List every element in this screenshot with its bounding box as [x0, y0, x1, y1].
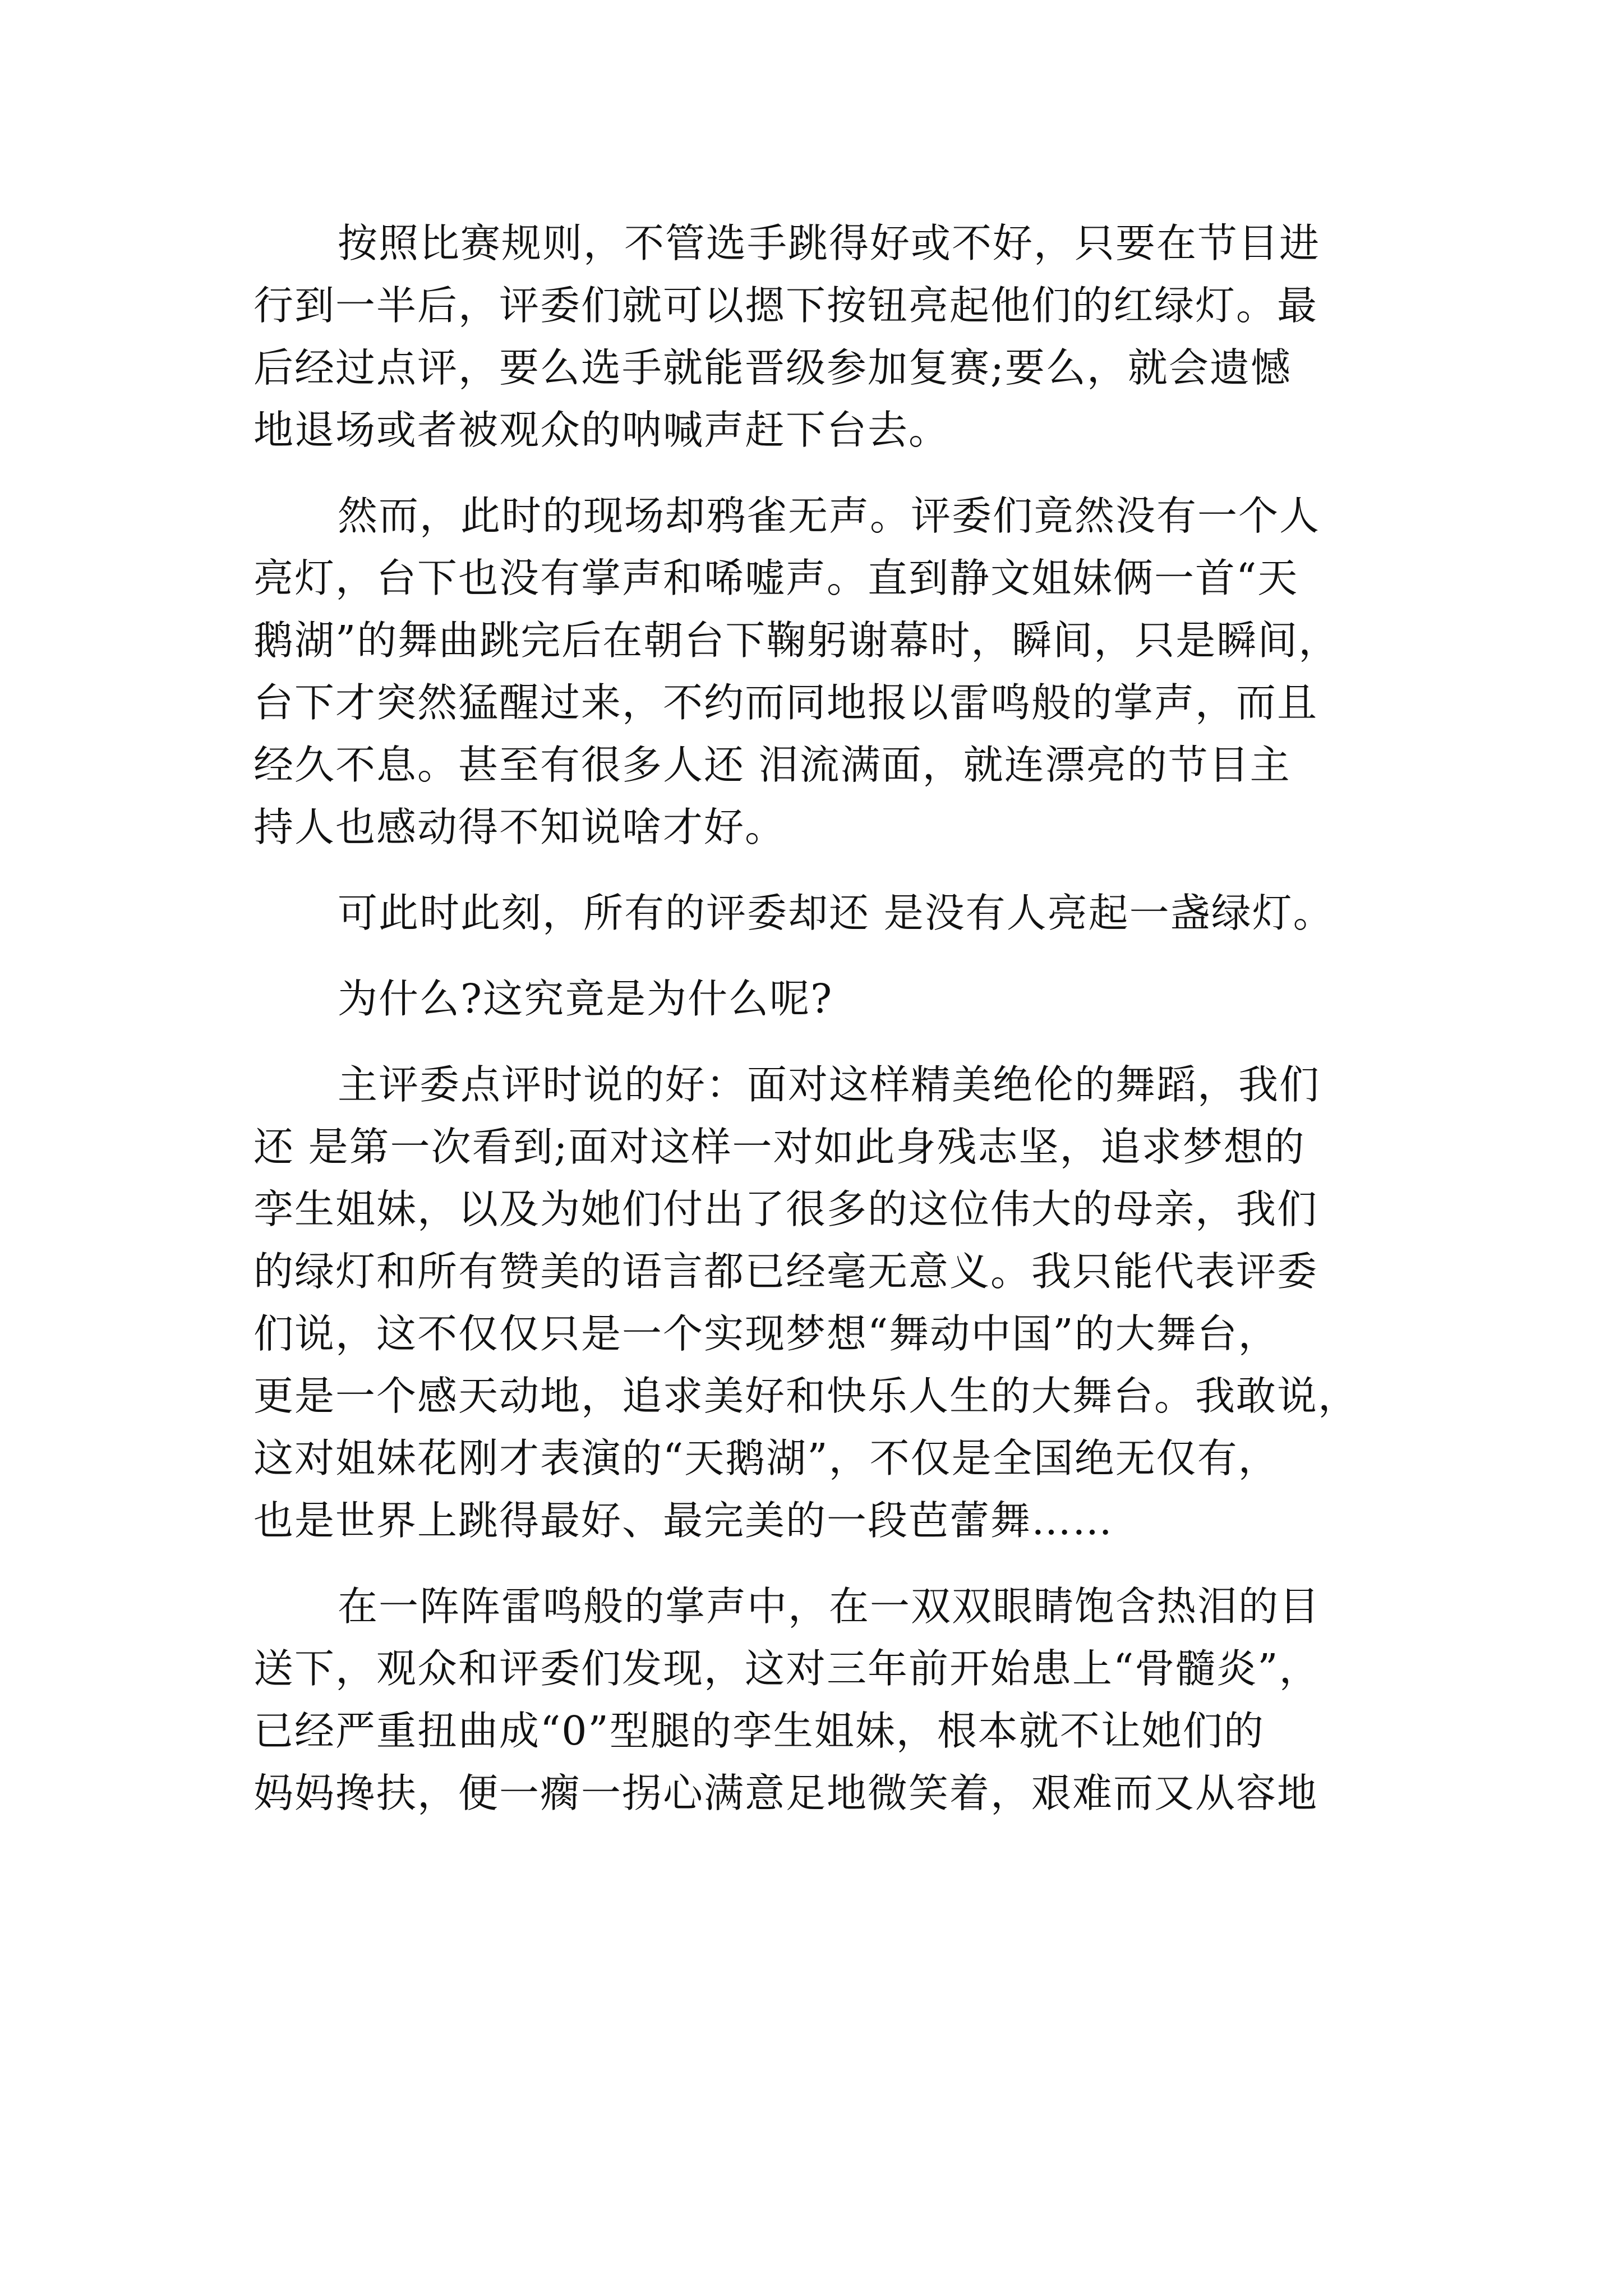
paragraph-line: 这对姐妹花刚才表演的“天鹅湖”，不仅是全国绝无仅有， — [253, 1435, 1279, 1481]
paragraph-line: 妈妈搀扶，便一瘸一拐心满意足地微笑着，艰难而又从容地 — [253, 1770, 1318, 1816]
paragraph-line: 经久不息。甚至有很多人还 泪流满面，就连漂亮的节目主 — [253, 742, 1291, 788]
paragraph-line: 台下才突然猛醒过来，不约而同地报以雷鸣般的掌声，而且 — [253, 679, 1318, 726]
paragraph-line: 亮灯，台下也没有掌声和唏嘘声。直到静文姐妹俩一首“天 — [253, 555, 1299, 601]
paragraph-line: 地退场或者被观众的呐喊声赶下台去。 — [253, 407, 950, 453]
paragraph-line: 更是一个感天动地，追求美好和快乐人生的大舞台。我敢说， — [253, 1373, 1359, 1419]
paragraph-line: 后经过点评，要么选手就能晋级参加复赛;要么，就会遗憾 — [253, 344, 1292, 391]
paragraph-line: 的绿灯和所有赞美的语言都已经毫无意义。我只能代表评委 — [253, 1248, 1318, 1295]
paragraph-line: 可此时此刻，所有的评委却还 是没有人亮起一盏绿灯。 — [338, 890, 1334, 936]
paragraph-line: 持人也感动得不知说啥才好。 — [253, 804, 786, 850]
paragraph-line: 按照比赛规则，不管选手跳得好或不好，只要在节目进 — [338, 220, 1321, 266]
paragraph-line: 在一阵阵雷鸣般的掌声中，在一双双眼睛饱含热泪的目 — [338, 1583, 1321, 1630]
paragraph-line: 已经严重扭曲成“0”型腿的孪生姐妹，根本就不让她们的 — [253, 1708, 1265, 1754]
paragraph-line: 送下，观众和评委们发现，这对三年前开始患上“骨髓炎”， — [253, 1645, 1320, 1692]
paragraph-line: 鹅湖”的舞曲跳完后在朝台下鞠躬谢幕时，瞬间，只是瞬间， — [253, 617, 1340, 664]
paragraph-line: 然而，此时的现场却鸦雀无声。评委们竟然没有一个人 — [338, 493, 1321, 539]
paragraph-line: 为什么?这究竟是为什么呢? — [338, 976, 833, 1022]
paragraph-line: 还 是第一次看到;面对这样一对如此身残志坚，追求梦想的 — [253, 1124, 1306, 1170]
paragraph-line: 也是世界上跳得最好、最完美的一段芭蕾舞…… — [253, 1497, 1114, 1544]
document-body — [253, 212, 1375, 1824]
paragraph-line: 们说，这不仅仅只是一个实现梦想“舞动中国”的大舞台， — [253, 1310, 1279, 1357]
paragraph-line: 主评委点评时说的好：面对这样精美绝伦的舞蹈，我们 — [338, 1061, 1321, 1108]
paragraph-line: 孪生姐妹，以及为她们付出了很多的这位伟大的母亲，我们 — [253, 1186, 1318, 1232]
paragraph-line: 行到一半后，评委们就可以摁下按钮亮起他们的红绿灯。最 — [253, 282, 1318, 329]
